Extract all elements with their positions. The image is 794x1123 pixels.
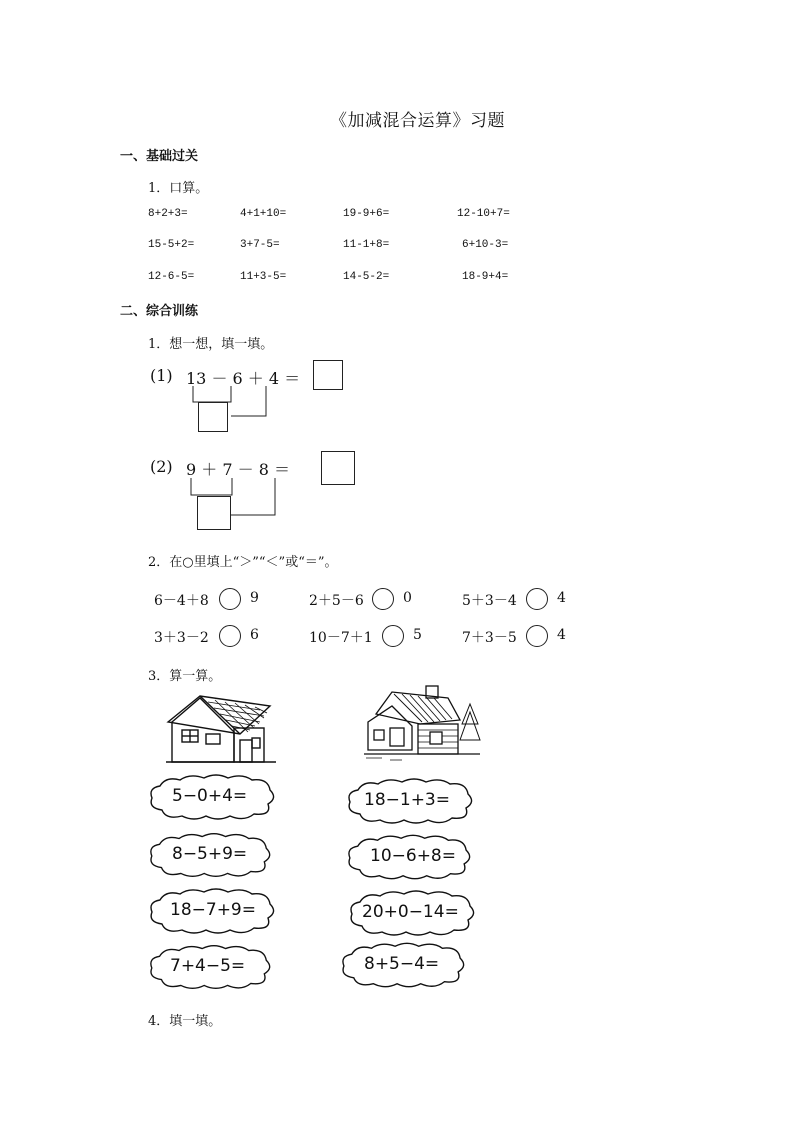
cloud-problem (146, 830, 274, 880)
compare-right: 5 (413, 627, 422, 643)
compare-left: 10－7＋1 (309, 630, 373, 646)
compare-right: 6 (250, 627, 259, 643)
fill1-intermediate-box[interactable] (198, 402, 228, 432)
oral-item: 6+10-3= (462, 239, 509, 251)
question-fill-label: 1．想一想，填一填。 (148, 337, 274, 352)
compare-right: 4 (557, 627, 566, 643)
compare-right: 4 (557, 590, 566, 606)
oral-item: 12-6-5= (148, 271, 195, 283)
cloud-problem (344, 832, 474, 882)
fill1-answer-box[interactable] (313, 360, 343, 390)
compare-circle[interactable] (382, 625, 404, 647)
fill1-prefix: (1) (150, 366, 173, 385)
oral-item: 18-9+4= (462, 271, 509, 283)
cloud-problem (338, 940, 468, 990)
oral-item: 11-1+8= (343, 239, 390, 251)
question-compare-label: 2．在○里填上“＞”“＜”或“＝”。 (148, 555, 338, 570)
compare-circle[interactable] (372, 588, 394, 610)
house-illustration-right (362, 684, 482, 766)
cloud-problem (344, 776, 476, 826)
compare-circle[interactable] (526, 625, 548, 647)
compare-left: 7＋3－5 (462, 630, 517, 646)
section-heading-comprehensive: 二、综合训练 (120, 304, 199, 319)
compare-circle[interactable] (219, 588, 241, 610)
oral-item: 15-5+2= (148, 239, 195, 251)
compare-circle[interactable] (219, 625, 241, 647)
compare-left: 3＋3－2 (154, 630, 209, 646)
cloud-text: 20+0−14= (362, 902, 459, 922)
question-calc-label: 3．算一算。 (148, 669, 222, 684)
fill1-bracket (180, 384, 280, 439)
question-oral-label: 1．口算。 (148, 181, 209, 196)
oral-item: 11+3-5= (240, 271, 287, 283)
compare-left: 2＋5－6 (309, 593, 364, 609)
cloud-text: 7+4−5= (170, 956, 246, 976)
oral-item: 3+7-5= (240, 239, 280, 251)
compare-right: 0 (403, 590, 412, 606)
fill2-prefix: (2) (150, 457, 173, 476)
fill2-answer-box[interactable] (321, 451, 355, 485)
cloud-text: 18−1+3= (364, 790, 450, 810)
oral-item: 12-10+7= (457, 208, 510, 220)
cloud-problem (146, 886, 278, 936)
cloud-problem (146, 772, 278, 822)
cloud-problem (146, 942, 274, 992)
oral-item: 19-9+6= (343, 208, 390, 220)
cloud-text: 18−7+9= (170, 900, 256, 920)
compare-right: 9 (250, 590, 259, 606)
oral-item: 14-5-2= (343, 271, 390, 283)
cloud-text: 8−5+9= (172, 844, 248, 864)
oral-item: 4+1+10= (240, 208, 287, 220)
cloud-text: 8+5−4= (364, 954, 440, 974)
compare-circle[interactable] (526, 588, 548, 610)
compare-left: 6－4＋8 (154, 593, 209, 609)
section-heading-basic: 一、基础过关 (120, 149, 199, 164)
page-title: 《加减混合运算》习题 (330, 111, 505, 131)
cloud-text: 10−6+8= (370, 846, 456, 866)
house-illustration-left (160, 692, 280, 767)
question-fill-in-label: 4．填一填。 (148, 1014, 222, 1029)
oral-item: 8+2+3= (148, 208, 188, 220)
fill1-expression: 13 － 6 ＋ 4 ＝ (186, 369, 301, 388)
cloud-text: 5−0+4= (172, 786, 248, 806)
fill2-intermediate-box[interactable] (197, 496, 231, 530)
cloud-problem (346, 888, 478, 938)
fill2-expression: 9 ＋ 7 － 8 ＝ (186, 460, 290, 479)
compare-left: 5＋3－4 (462, 593, 517, 609)
